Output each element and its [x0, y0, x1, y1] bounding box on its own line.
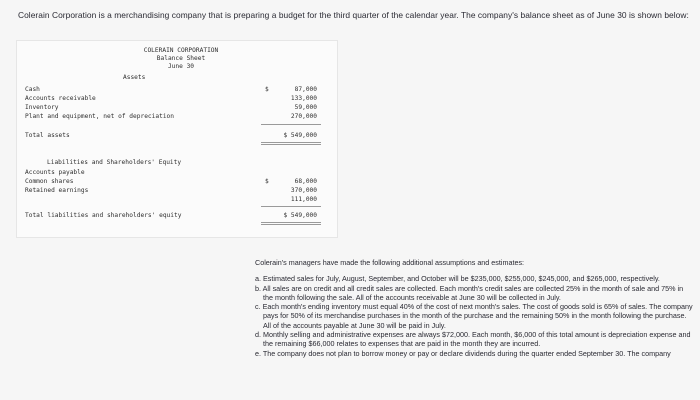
assets-subtotal-rule	[261, 124, 321, 125]
assets-heading: Assets	[123, 74, 146, 81]
statement-date: June 30	[167, 63, 195, 70]
liab-total-rule-1	[261, 222, 321, 223]
assets-total-rule-2	[261, 144, 321, 145]
liab-label-retained: Retained earnings	[25, 187, 89, 194]
statement-title: Balance Sheet	[156, 55, 206, 62]
company-name: COLERAIN CORPORATION	[143, 47, 219, 54]
liabilities-heading: Liabilities and Shareholders' Equity	[47, 159, 182, 166]
asset-label-ar: Accounts receivable	[25, 95, 96, 102]
liab-dollar: $	[265, 178, 269, 185]
assumption-e: e. The company does not plan to borrow money or pay or declare dividends during the quarter ended September 30. The company	[255, 348, 671, 358]
total-assets-value: $ 549,000	[283, 132, 317, 139]
asset-value-ar: 133,000	[290, 95, 317, 102]
asset-value-cash: 87,000	[294, 86, 317, 93]
asset-label-inventory: Inventory	[25, 104, 59, 111]
liab-label-ap: Accounts payable	[25, 169, 85, 176]
assumptions-lead: Colerain's managers have made the following additional assumptions and estimates:	[255, 258, 525, 267]
liab-total-rule-2	[261, 224, 321, 225]
liab-value-ap: 68,000	[294, 178, 317, 185]
intro-text: Colerain Corporation is a merchandising company that is preparing a budget for the third quarter of the calendar year. The company's balance sheet as of June 30 is shown below:	[18, 10, 689, 20]
liab-value-common: 370,000	[290, 187, 317, 194]
assumption-b: b. All sales are on credit and all credit sales are collected. Each month's credit sales are collected 25% in the month of sale and 75% in the month following the sale. All of the accounts receivable at June 30 will be collected in July.	[255, 283, 684, 302]
total-assets-label: Total assets	[25, 132, 70, 139]
assets-total-rule-1	[261, 142, 321, 143]
total-liab-label: Total liabilities and shareholders' equity	[25, 212, 182, 219]
asset-label-plant: Plant and equipment, net of depreciation	[25, 113, 175, 120]
asset-dollar: $	[265, 86, 269, 93]
asset-label-cash: Cash	[25, 86, 40, 93]
assumption-c: c. Each month's ending inventory must equal 40% of the cost of next month's sales. The cost of goods sold is 65% of sales. The company pays for 50% of its merchandise purchases in the month of the purchase and the remaining 50% in the month following the purchase. All of the accounts payable at June 30 will be paid in July.	[255, 302, 693, 330]
liab-subtotal-rule	[261, 206, 321, 207]
liab-label-common: Common shares	[25, 178, 74, 185]
asset-value-plant: 270,000	[290, 113, 317, 120]
assumption-a: a. Estimated sales for July, August, September, and October will be $235,000, $255,000, $245,000, and $265,000, respectively.	[255, 274, 660, 284]
assumptions-section	[255, 258, 695, 358]
liab-value-retained: 111,000	[290, 196, 317, 203]
balance-sheet	[16, 40, 338, 238]
total-liab-value: $ 549,000	[283, 212, 317, 219]
asset-value-inventory: 59,000	[294, 104, 317, 111]
assumption-d: d. Monthly selling and administrative expenses are always $72,000. Each month, $6,000 of this total amount is depreciation expense and the remaining $66,000 relates to expenses that are paid in the month they are incurred.	[255, 330, 691, 349]
